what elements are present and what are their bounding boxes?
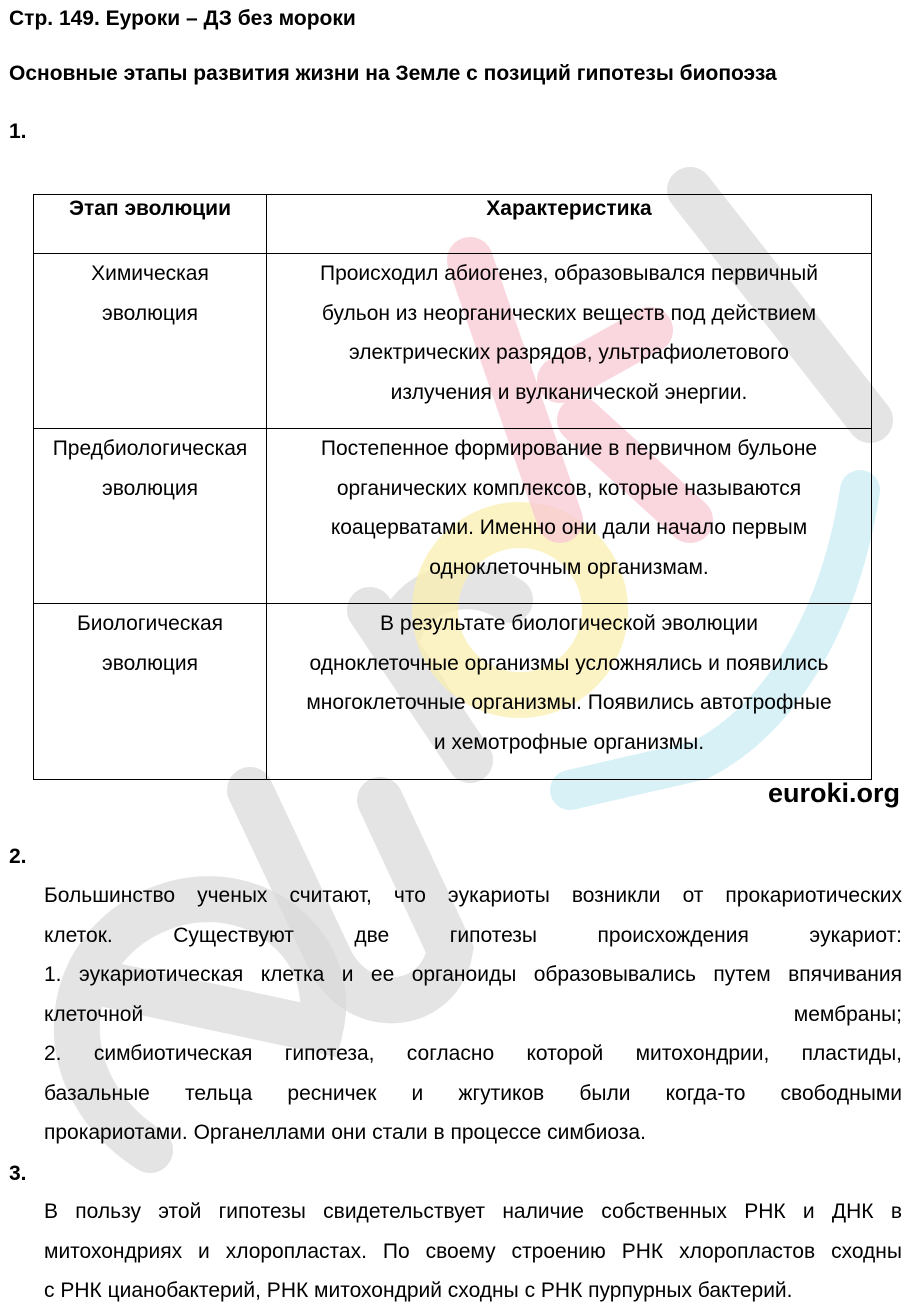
page-header: Стр. 149. Еуроки – ДЗ без мороки	[9, 7, 356, 30]
table-row	[34, 604, 872, 780]
paragraph-line: митохондриях и хлоропластах. По своему строению РНК хлоропластов сходны	[44, 1239, 902, 1263]
desc-line: бульон из неорганических веществ под действием	[321, 301, 817, 325]
stage-line: эволюция	[102, 651, 198, 675]
table-header-stage: Этап эволюции	[34, 195, 267, 254]
stage-line: эволюция	[102, 476, 198, 500]
desc-line: одноклеточным организмам.	[429, 555, 709, 579]
desc-line: органических комплексов, которые называются	[336, 476, 802, 500]
paragraph-line: с РНК цианобактерий, РНК митохондрий сходны с РНК пурпурных бактерий.	[44, 1279, 793, 1302]
section-number-2: 2.	[9, 845, 27, 868]
stage-cell	[34, 429, 267, 604]
paragraph-line: Большинство ученых считают, что эукариоты возникли от прокариотических	[44, 884, 902, 907]
stage-cell	[34, 254, 267, 429]
paragraph-line: клеток. Существуют две гипотезы происхождения эукариот:	[44, 923, 902, 947]
page-subtitle: Основные этапы развития жизни на Земле с позиций гипотезы биопоэза	[9, 62, 777, 85]
characteristic-cell	[267, 604, 872, 780]
desc-line: Происходил абиогенез, образовывался первичный	[319, 262, 819, 285]
stage-line: Предбиологическая	[52, 437, 248, 460]
answer-3-paragraph	[44, 1192, 902, 1311]
answer-2-paragraph	[44, 876, 902, 1153]
paragraph-line: клеточной мембраны;	[44, 1002, 902, 1026]
desc-line: многоклеточные организмы. Появились автотрофные	[306, 691, 832, 714]
table-row	[34, 429, 872, 604]
desc-line: и хемотрофные организмы.	[433, 730, 705, 754]
desc-line: Постепенное формирование в первичном бульоне	[320, 437, 818, 460]
stage-line: Химическая	[91, 262, 209, 285]
stage-cell	[34, 604, 267, 780]
section-number-3: 3.	[9, 1162, 27, 1185]
table-header-row	[34, 195, 872, 254]
characteristic-cell	[267, 429, 872, 604]
desc-line: В результате биологической эволюции	[380, 612, 758, 635]
paragraph-line: 1. эукариотическая клетка и ее органоиды образовывались путем впячивания	[44, 963, 902, 986]
table-row	[34, 254, 872, 429]
stage-line: Биологическая	[76, 612, 224, 635]
characteristic-cell	[267, 254, 872, 429]
stage-line: эволюция	[102, 301, 198, 325]
site-url: euroki.org	[767, 778, 900, 808]
desc-line: коацерватами. Именно они дали начало первым	[330, 516, 808, 539]
desc-line: излучения и вулканической энергии.	[390, 380, 748, 404]
desc-line: электрических разрядов, ультрафиолетового	[349, 341, 789, 364]
paragraph-line: В пользу этой гипотезы свидетельствует наличие собственных РНК и ДНК в	[44, 1200, 902, 1223]
desc-line: одноклеточные организмы усложнялись и появились	[309, 651, 829, 675]
paragraph-line: прокариотами. Органеллами они стали в процессе симбиоза.	[44, 1121, 646, 1144]
paragraph-line: базальные тельца ресничек и жгутиков были когда-то свободными	[44, 1081, 902, 1105]
table-header-characteristic: Характеристика	[267, 195, 872, 254]
evolution-stages-table	[33, 194, 872, 780]
paragraph-line: 2. симбиотическая гипотеза, согласно которой митохондрии, пластиды,	[44, 1042, 902, 1065]
section-number-1: 1.	[9, 120, 27, 143]
